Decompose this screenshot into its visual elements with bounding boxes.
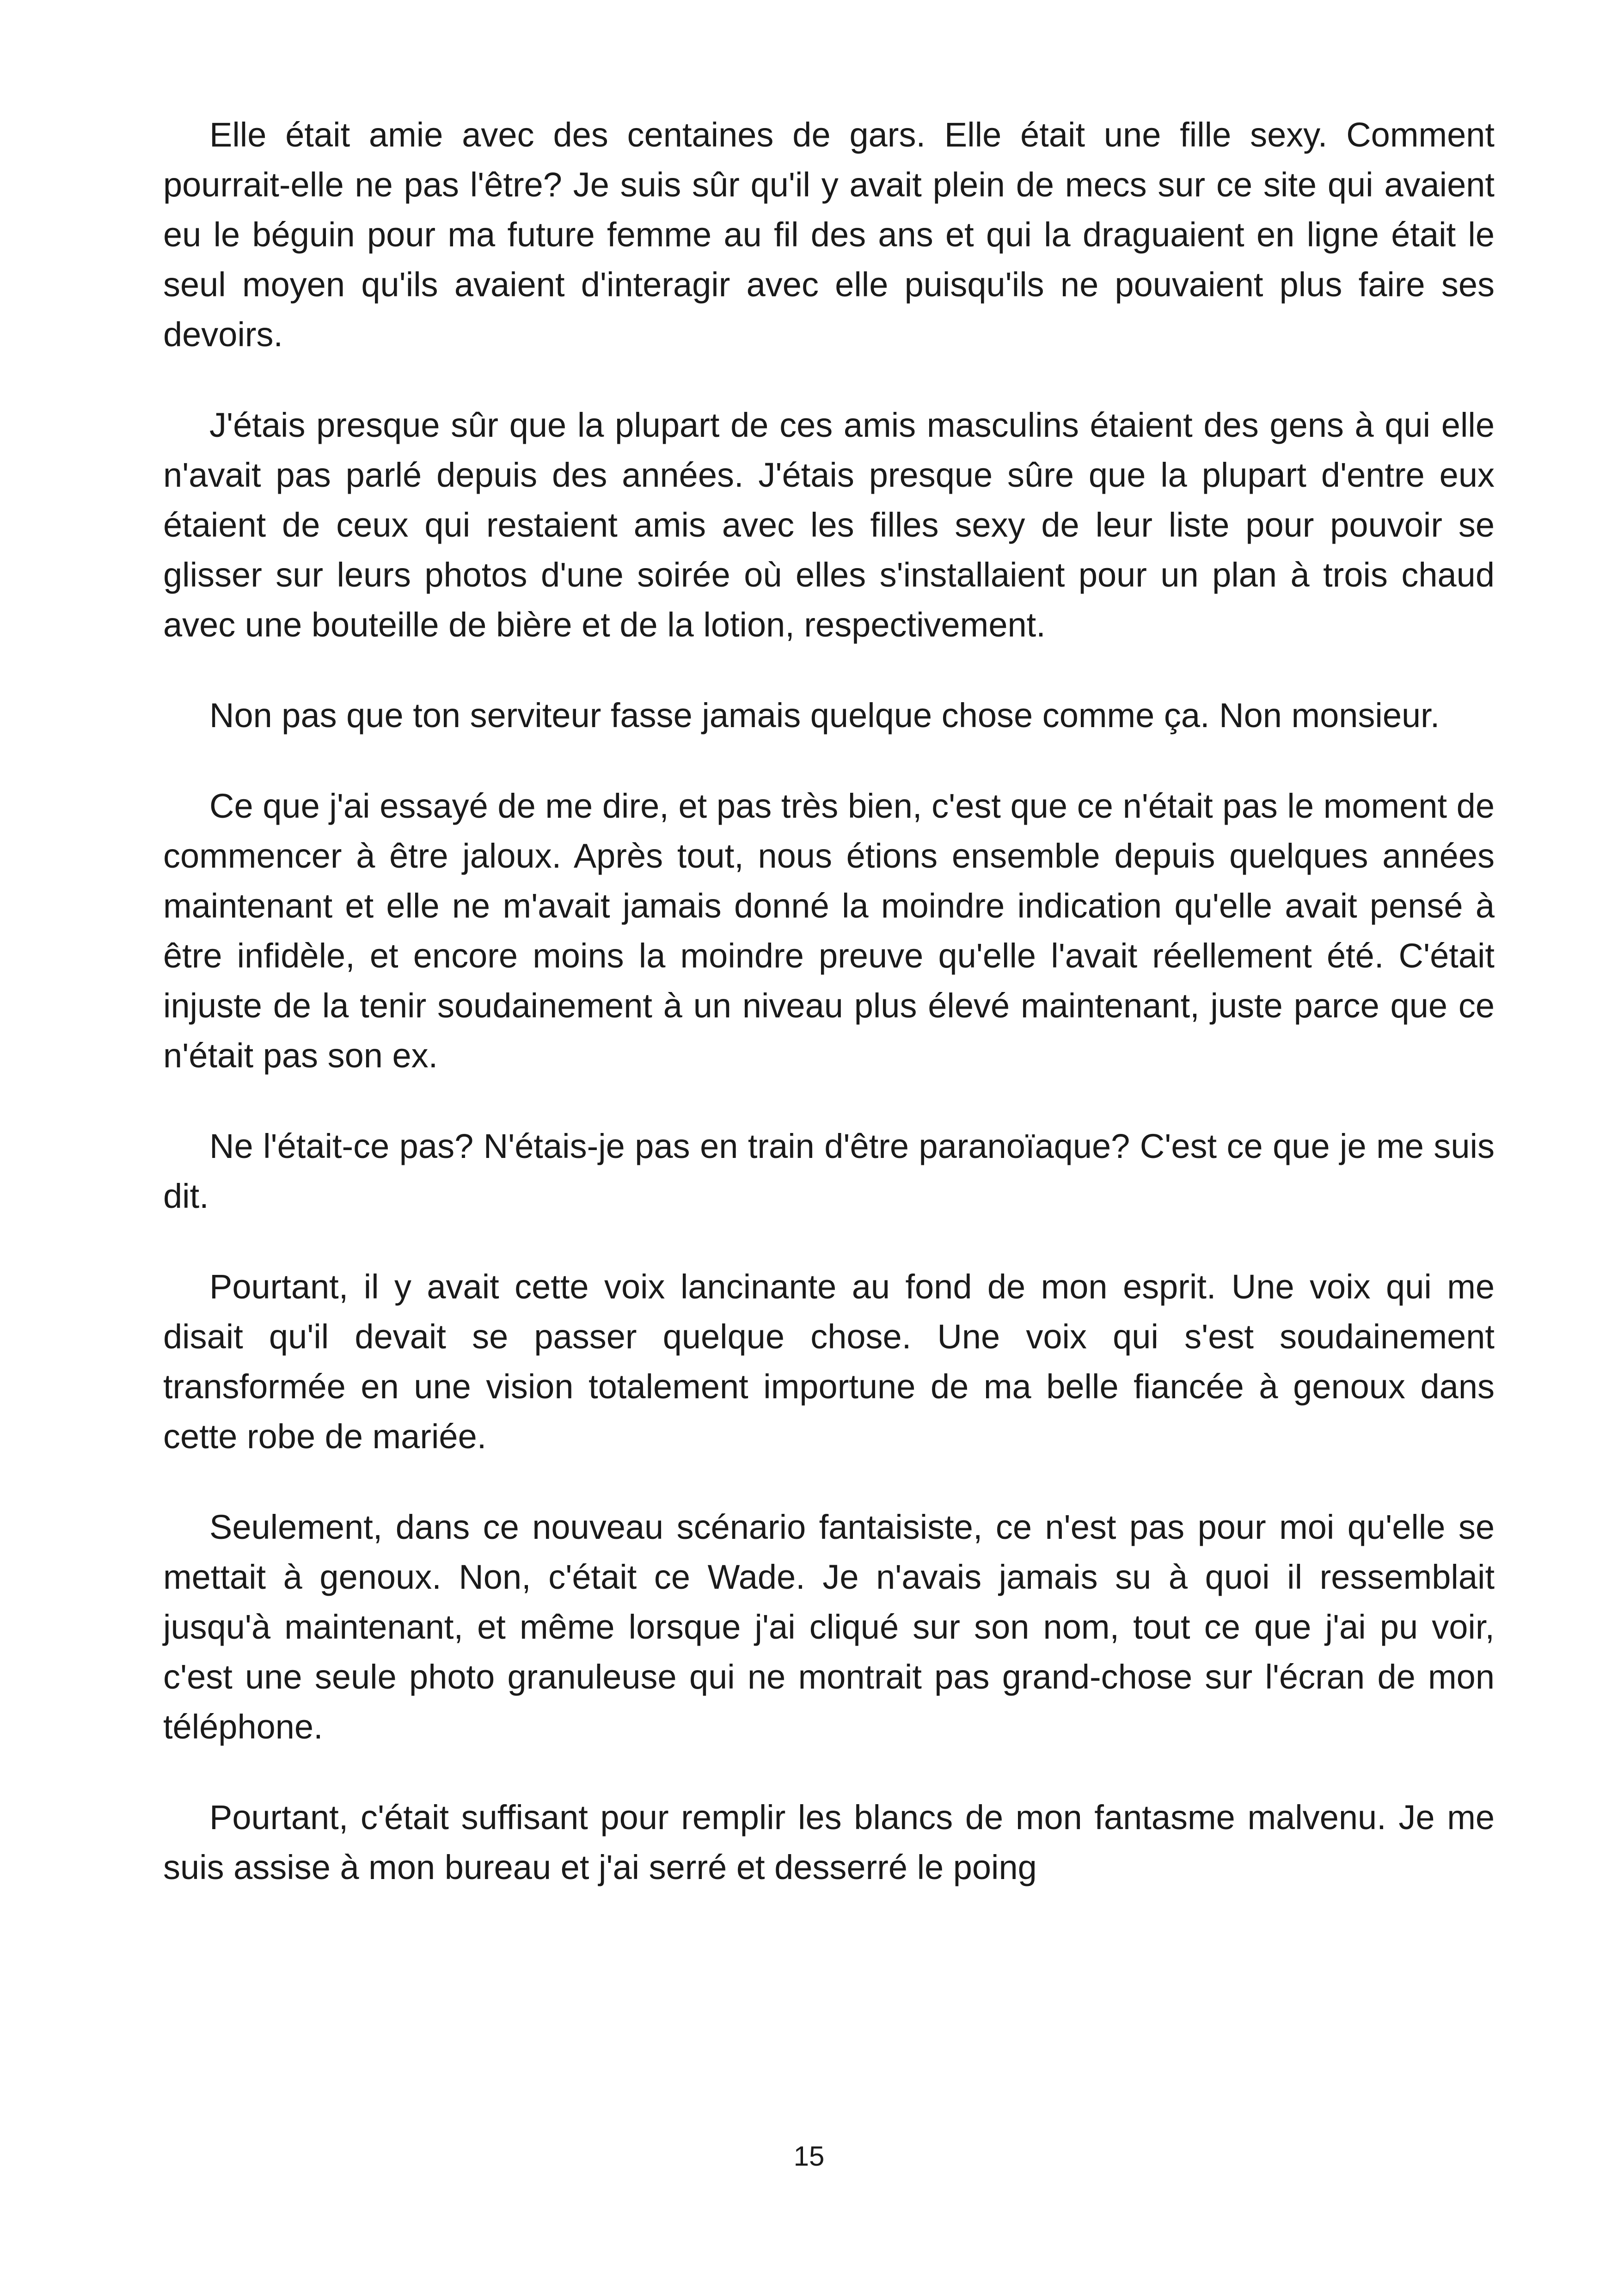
paragraph: Ne l'était-ce pas? N'étais-je pas en train d'être paranoïaque? C'est ce que je me suis dit. [163, 1127, 1495, 1215]
body-text [163, 110, 1495, 1892]
paragraph: Pourtant, il y avait cette voix lancinante au fond de mon esprit. Une voix qui me disait qu'il devait se passer quelque chose. Une voix qui s'est soudainement transformée en une vision totalement importune de ma belle fiancée à genoux dans cette robe de mariée. [163, 1267, 1495, 1456]
page-number: 15 [793, 2141, 825, 2172]
paragraph: Seulement, dans ce nouveau scénario fantaisiste, ce n'est pas pour moi qu'elle se mettait à genoux. Non, c'était ce Wade. Je n'avais jamais su à quoi il ressemblait jusqu'à maintenant, et même lorsque j'ai cliqué sur son nom, tout ce que j'ai pu voir, c'est une seule photo granuleuse qui ne montrait pas grand-chose sur l'écran de mon téléphone. [163, 1508, 1495, 1746]
paragraph: Ce que j'ai essayé de me dire, et pas très bien, c'est que ce n'était pas le moment de commencer à être jaloux. Après tout, nous étions ensemble depuis quelques années maintenant et elle ne m'avait jamais donné la moindre indication qu'elle avait pensé à être infidèle, et encore moins la moindre preuve qu'elle l'avait réellement été. C'était injuste de la tenir soudainement à un niveau plus élevé maintenant, juste parce que ce n'était pas son ex. [163, 787, 1495, 1075]
paragraph: J'étais presque sûr que la plupart de ces amis masculins étaient des gens à qui elle n'avait pas parlé depuis des années. J'étais presque sûre que la plupart d'entre eux étaient de ceux qui restaient amis avec les filles sexy de leur liste pour pouvoir se glisser sur leurs photos d'une soirée où elles s'installaient pour un plan à trois chaud avec une bouteille de bière et de la lotion, respectivement. [163, 406, 1495, 644]
paragraph: Pourtant, c'était suffisant pour remplir les blancs de mon fantasme malvenu. Je me suis assise à mon bureau et j'ai serré et desserré le poing [163, 1798, 1495, 1886]
paragraph: Elle était amie avec des centaines de gars. Elle était une fille sexy. Comment pourrait-elle ne pas l'être? Je suis sûr qu'il y avait plein de mecs sur ce site qui avaient eu le béguin pour ma future femme au fil des ans et qui la draguaient en ligne était le seul moyen qu'ils avaient d'interagir avec elle puisqu'ils ne pouvaient plus faire ses devoirs. [163, 116, 1495, 354]
paragraph: Non pas que ton serviteur fasse jamais quelque chose comme ça. Non monsieur. [209, 696, 1440, 735]
